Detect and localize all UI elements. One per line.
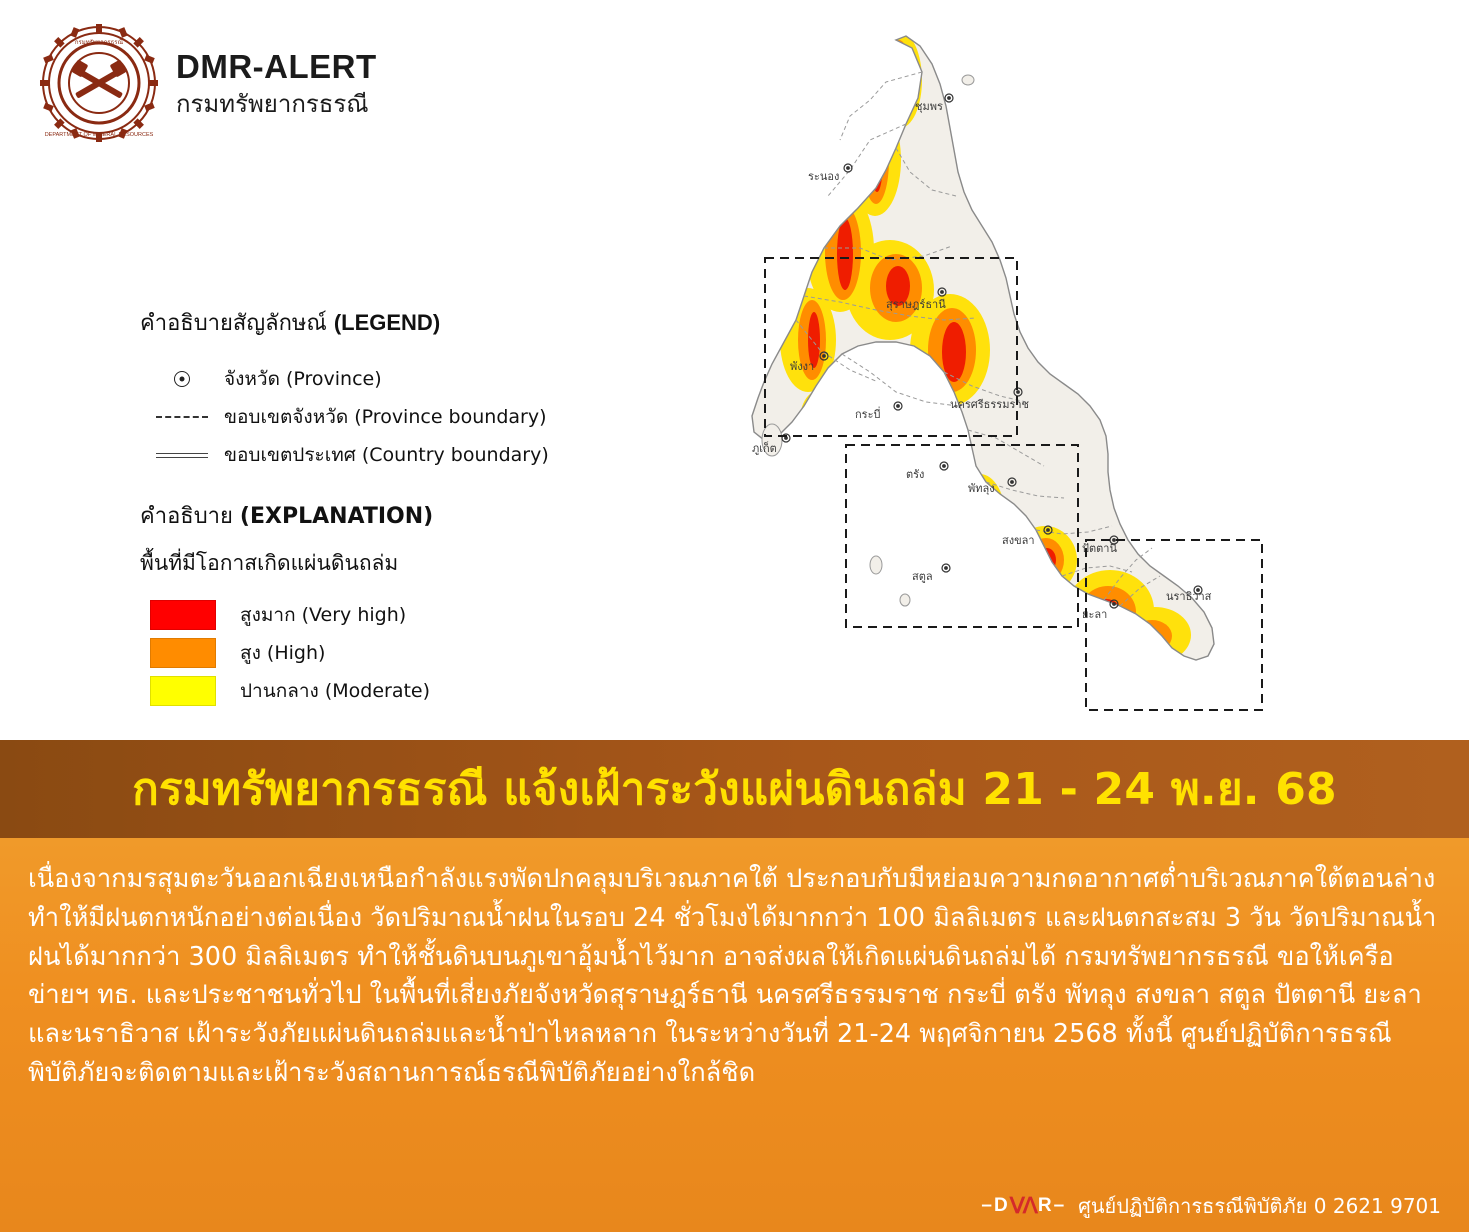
explanation-title-th: คำอธิบาย xyxy=(140,504,240,529)
risk-class-moderate xyxy=(140,674,570,708)
hotline-text: ศูนย์ปฏิบัติการธรณีพิบัติภัย 0 2621 9701 xyxy=(1078,1194,1441,1218)
explanation-subtitle: พื้นที่มีโอกาสเกิดแผ่นดินถล่ม xyxy=(140,551,399,575)
brand-title: DMR-ALERT xyxy=(176,47,377,85)
svg-text:ระนอง: ระนอง xyxy=(808,170,840,183)
svg-text:กรมทรัพยากรธรณี: กรมทรัพยากรธรณี xyxy=(74,39,124,46)
legend-title xyxy=(140,305,570,340)
header xyxy=(40,24,377,142)
svg-text:พังงา: พังงา xyxy=(790,360,815,373)
explanation-title-en: (EXPLANATION) xyxy=(239,504,434,529)
risk-class-very-high xyxy=(140,598,570,632)
dmr-mini-letter-r: R xyxy=(1037,1195,1052,1216)
brand-subtitle: กรมทรัพยากรธรณี xyxy=(176,89,369,118)
legend-item-province-boundary xyxy=(140,400,570,434)
risk-class-label: ปานกลาง (Moderate) xyxy=(240,680,431,702)
dmr-emblem-icon xyxy=(40,24,158,142)
legend-item-label: ขอบเขตประเทศ (Country boundary) xyxy=(224,444,549,466)
svg-text:นราธิวาส: นราธิวาส xyxy=(1166,590,1212,603)
legend-item-label: ขอบเขตจังหวัด (Province boundary) xyxy=(224,406,547,428)
legend-item-label: จังหวัด (Province) xyxy=(224,368,382,390)
alert-body xyxy=(0,838,1469,1232)
svg-text:DEPARTMENT OF MINERAL RESOURCE: DEPARTMENT OF MINERAL RESOURCES xyxy=(44,132,154,138)
dmr-mini-letter-d: D xyxy=(994,1195,1008,1216)
risk-class-high xyxy=(140,636,570,670)
legend-panel xyxy=(140,305,570,476)
dashed-line-icon xyxy=(140,416,224,418)
svg-text:พัทลุง: พัทลุง xyxy=(968,482,995,495)
color-swatch xyxy=(150,676,216,706)
svg-text:ยะลา: ยะลา xyxy=(1082,608,1108,621)
dmr-mini-logo-icon: – D ᐯᐱ R – xyxy=(981,1193,1065,1218)
svg-text:ตรัง: ตรัง xyxy=(906,468,925,481)
svg-text:สตูล: สตูล xyxy=(912,570,933,583)
risk-class-label: สูง (High) xyxy=(240,642,326,664)
svg-text:ชุมพร: ชุมพร xyxy=(915,100,943,113)
explanation-panel xyxy=(140,498,570,712)
color-swatch xyxy=(150,638,216,668)
svg-text:สุราษฎร์ธานี: สุราษฎร์ธานี xyxy=(886,298,946,311)
legend-item-country-boundary xyxy=(140,438,570,472)
alert-banner xyxy=(0,740,1469,838)
legend-title-th: คำอธิบายสัญลักษณ์ xyxy=(140,311,334,336)
banner-headline: กรมทรัพยากรธรณี แจ้งเฝ้าระวังแผ่นดินถล่ม 21 - 24 พ.ย. 68 xyxy=(132,764,1337,815)
svg-text:นครศรีธรรมราช: นครศรีธรรมราช xyxy=(950,398,1030,411)
alert-body-text: เนื่องจากมรสุมตะวันออกเฉียงเหนือกำลังแรงพัดปกคลุมบริเวณภาคใต้ ประกอบกับมีหย่อมความกดอากาศต่ำบริเวณภาคใต้ตอนล่าง ทำให้มีฝนตกหนักอย่างต่อเนื่อง วัดปริมาณน้ำฝนในรอบ 24 ชั่วโมงได้มากกว่า 100 มิลลิเมตร และฝนตกสะสม 3 วัน วัดปริมาณน้ำฝนได้มากกว่า 300 มิลลิเมตร ทำให้ชั้นดินบนภูเขาอุ้มน้ำไว้มาก อาจส่งผลให้เกิดแผ่นดินถล่มได้ กรมทรัพยากรธรณี ขอให้เครือข่ายฯ ทธ. และประชาชนทั่วไป ในพื้นที่เสี่ยงภัยจังหวัดสุราษฎร์ธานี นครศรีธรรมราช กระบี่ ตรัง พัทลุง สงขลา สตูล ปัตตานี ยะลา และนราธิวาส เฝ้าระวังภัยแผ่นดินถล่มและน้ำป่าไหลหลาก ในระหว่างวันที่ 21-24 พฤศจิกายน 2568 ทั้งนี้ ศูนย์ปฏิบัติการธรณีพิบัติภัยจะติดตามและเฝ้าระวังสถานการณ์ธรณีพิบัติภัยอย่างใกล้ชิด xyxy=(28,864,1437,1088)
svg-text:สงขลา: สงขลา xyxy=(1002,534,1035,547)
risk-class-label: สูงมาก (Very high) xyxy=(240,604,407,626)
svg-text:กระบี่: กระบี่ xyxy=(855,408,881,421)
southern-thailand-landslide-risk-map xyxy=(700,20,1300,720)
color-swatch xyxy=(150,600,216,630)
province-dot-icon xyxy=(140,371,224,387)
legend-item-province xyxy=(140,362,570,396)
svg-text:ภูเก็ต: ภูเก็ต xyxy=(752,442,777,455)
double-line-icon xyxy=(140,453,224,458)
svg-text:ปัตตานี: ปัตตานี xyxy=(1082,542,1117,555)
legend-title-en: (LEGEND) xyxy=(333,310,441,335)
explanation-title xyxy=(140,498,570,533)
footer xyxy=(981,1190,1441,1222)
